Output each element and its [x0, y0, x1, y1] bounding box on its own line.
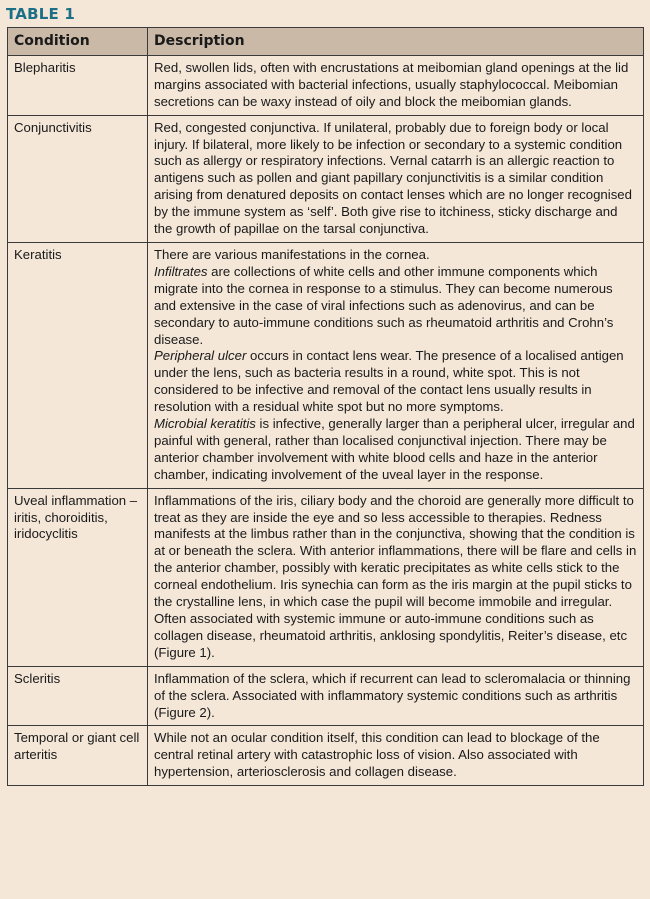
condition-cell: Temporal or giant cell arteritis	[8, 726, 148, 786]
peripheral-ulcer-text: occurs in contact lens wear. The presence of a localised antigen under the lens, such as bacteria results in a round, white spot. This is not considered to be infective and removal of the contact lens usually results in resolution with a residual white spot but no more symptoms.	[154, 348, 624, 415]
keratitis-infiltrates	[154, 264, 637, 349]
term-microbial-keratitis: Microbial keratitis	[154, 416, 256, 432]
keratitis-peripheral-ulcer	[154, 348, 637, 416]
table-row	[8, 242, 644, 488]
table-row	[8, 488, 644, 666]
keratitis-intro: There are various manifestations in the cornea.	[154, 246, 430, 262]
condition-cell: Uveal inflammation – iritis, choroiditis, iridocyclitis	[8, 488, 148, 666]
column-header-condition: Condition	[8, 28, 148, 56]
description-cell	[148, 242, 644, 488]
table-row	[8, 726, 644, 786]
description-cell: Red, congested conjunctiva. If unilateral, probably due to foreign body or local injury. If bilateral, more likely to be infection or secondary to a systemic condition such as allergy or respiratory infections. Vernal catarrh is an allergic reaction to antigens such as pollen and giant papillary conjunctivitis is a similar condition arising from denatured deposits on contact lenses which are no longer recognised by the immune system as ‘self’. Both give rise to itchiness, sticky discharge and the growth of papillae on the tarsal conjunctiva.	[148, 115, 644, 242]
column-header-description: Description	[148, 28, 644, 56]
description-cell: Inflammation of the sclera, which if recurrent can lead to scleromalacia or thinning of the sclera. Associated with inflammatory systemic conditions such as arthritis (Figure 2).	[148, 666, 644, 726]
table-row	[8, 55, 644, 115]
description-cell: Inflammations of the iris, ciliary body and the choroid are generally more difficult to treat as they are inside the eye and so less accessible to therapies. Redness manifests at the limbus rather than in the conjunctiva, showing that the condition is at or beneath the sclera. With anterior inflammations, there will be flare and cells in the anterior chamber, possibly with keratic precipitates as white cells stick to the corneal endothelium. Iris synechia can form as the iris margin at the pupil sticks to the crystalline lens, in which case the pupil will become immobile and irregular. Often associated with systemic immune or auto-immune conditions such as collagen disease, rheumatoid arthritis, anklosing spondylitis, Reiter’s disease, etc (Figure 1).	[148, 488, 644, 666]
conditions-table	[7, 27, 644, 786]
condition-cell: Keratitis	[8, 242, 148, 488]
condition-cell: Scleritis	[8, 666, 148, 726]
infiltrates-text: are collections of white cells and other immune components which migrate into the cornea in response to a stimulus. They can become numerous and extensive in the case of viral infections such as adenovirus, and can be secondary to auto-immune conditions such as rheumatoid arthritis and Crohn’s disease.	[154, 263, 614, 347]
table-header-row	[8, 28, 644, 56]
condition-cell: Conjunctivitis	[8, 115, 148, 242]
table-row	[8, 115, 644, 242]
term-peripheral-ulcer: Peripheral ulcer	[154, 348, 247, 364]
description-cell: Red, swollen lids, often with encrustations at meibomian gland openings at the lid margins associated with bacterial infections, usually staphylococcal. Meibomian secretions can be waxy instead of oily and block the meibomian glands.	[148, 55, 644, 115]
table-row	[8, 666, 644, 726]
condition-cell: Blepharitis	[8, 55, 148, 115]
term-infiltrates: Infiltrates	[154, 263, 208, 279]
table-title: TABLE 1	[6, 5, 75, 23]
microbial-keratitis-text: is infective, generally larger than a peripheral ulcer, irregular and painful with general, rather than localised conjunctival injection. There may be anterior chamber involvement with white blood cells and haze in the anterior chamber, indicating involvement of the uveal layer in the response.	[154, 416, 635, 482]
description-cell: While not an ocular condition itself, this condition can lead to blockage of the central retinal artery with catastrophic loss of vision. Also associated with hypertension, arteriosclerosis and collagen disease.	[148, 726, 644, 786]
keratitis-microbial	[154, 416, 637, 484]
